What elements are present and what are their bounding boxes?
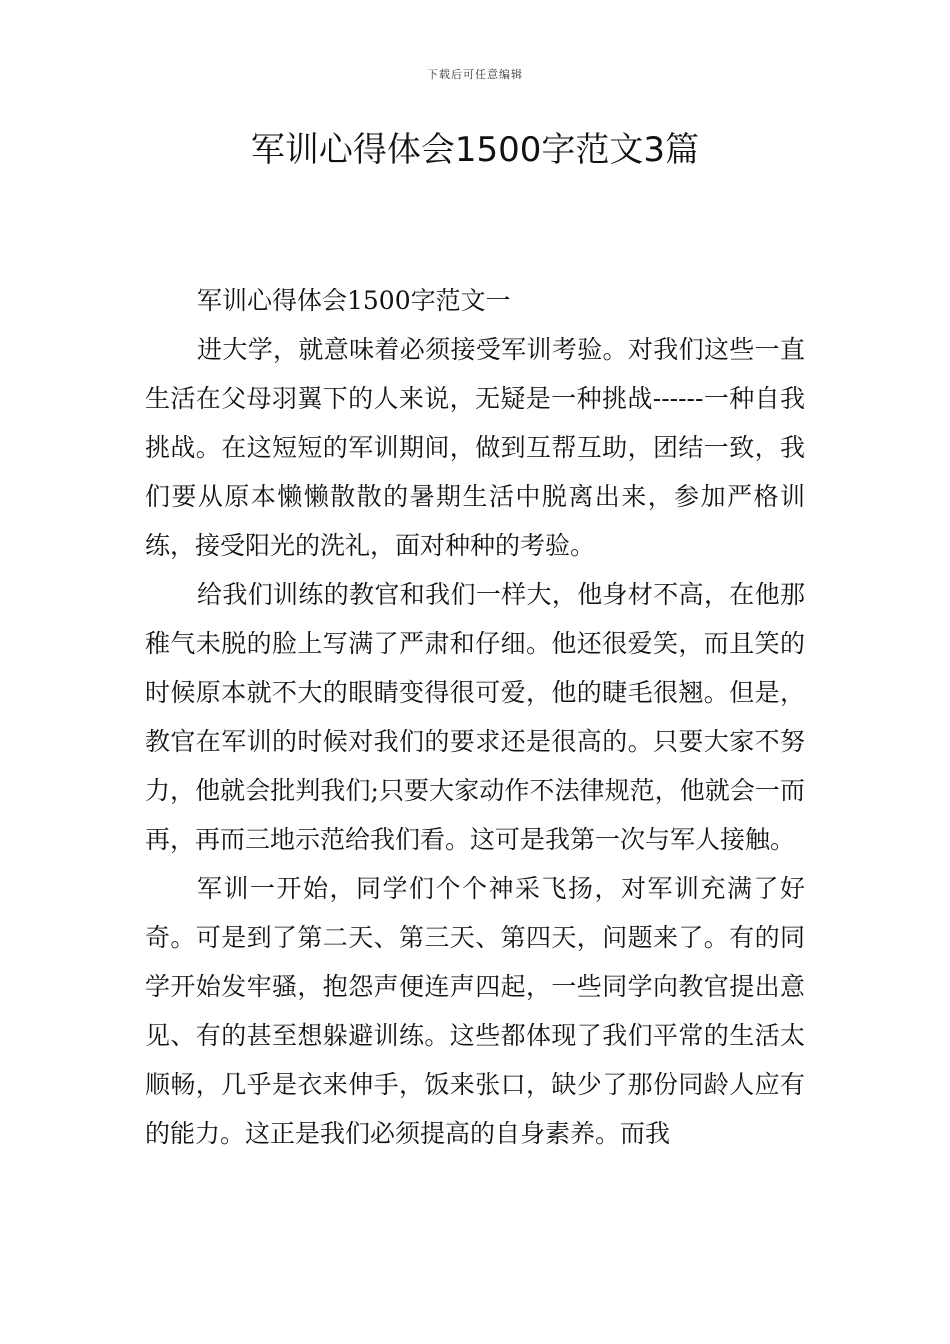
paragraph-3: 军训一开始，同学们个个神采飞扬，对军训充满了好奇。可是到了第二天、第三天、第四天，问题来了。有的同学开始发牢骚，抱怨声便连声四起，一些同学向教官提出意见、有的甚至想躲避训练。这些都体现了我们平常的生活太顺畅，几乎是衣来伸手，饭来张口，缺少了那份同龄人应有的能力。这正是我们必须提高的自身素养。而我: [145, 874, 805, 1148]
section-heading: 军训心得体会1500字范文一: [197, 286, 511, 315]
document-body: [145, 276, 805, 1158]
paragraph-2: 给我们训练的教官和我们一样大，他身材不高，在他那稚气未脱的脸上写满了严肃和仔细。他还很爱笑，而且笑的时候原本就不大的眼睛变得很可爱，他的睫毛很翘。但是，教官在军训的时候对我们的要求还是很高的。只要大家不努力，他就会批判我们;只要大家动作不法律规范，他就会一而再，再而三地示范给我们看。这可是我第一次与军人接触。: [145, 580, 805, 854]
header-note: 下载后可任意编辑: [427, 68, 523, 81]
paragraph-1: 进大学，就意味着必须接受军训考验。对我们这些一直生活在父母羽翼下的人来说，无疑是一种挑战------一种自我挑战。在这短短的军训期间，做到互帮互助，团结一致，我们要从原本懒懒散散的暑期生活中脱离出来，参加严格训练，接受阳光的洗礼，面对种种的考验。: [145, 335, 805, 560]
document-title: 军训心得体会1500字范文3篇: [250, 130, 700, 170]
